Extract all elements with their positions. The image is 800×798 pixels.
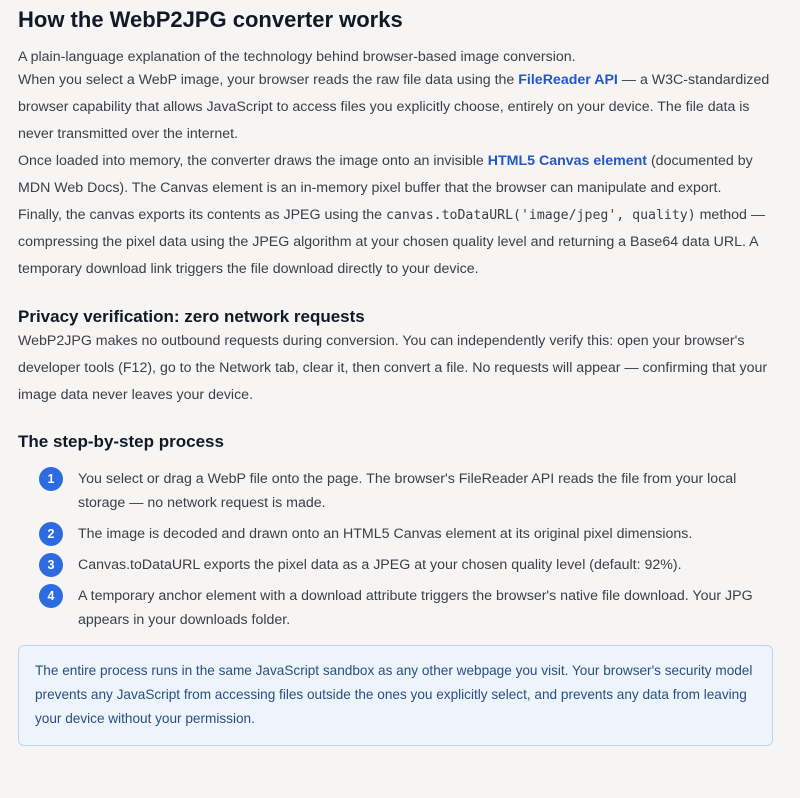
paragraph-text: Finally, the canvas exports its contents as JPEG using the: [18, 207, 387, 223]
paragraph-canvas: [18, 148, 782, 202]
step-number-badge: 2: [39, 522, 63, 546]
step-number-badge: 1: [39, 467, 63, 491]
paragraph-text: Once loaded into memory, the converter draws the image onto an invisible: [18, 153, 488, 169]
list-item: [18, 553, 782, 577]
step-text: A temporary anchor element with a download attribute triggers the browser's native file download. Your JPG appears in your downloads folder.: [78, 588, 753, 628]
page-subtitle: A plain-language explanation of the technology behind browser-based image conversion.: [18, 49, 576, 65]
list-item: [18, 467, 782, 515]
paragraph-text: (documented by MDN Web Docs). The Canvas element is an in-memory pixel buffer that the browser can manipulate and export.: [18, 153, 753, 196]
process-heading: The step-by-step process: [18, 432, 224, 451]
filereader-api-link[interactable]: FileReader API: [518, 72, 618, 88]
paragraph-export: [18, 202, 782, 283]
html5-canvas-link[interactable]: HTML5 Canvas element: [487, 153, 648, 169]
privacy-heading: Privacy verification: zero network requests: [18, 307, 365, 326]
paragraph-text: — a W3C-standardized browser capability that allows JavaScript to access files you explicitly choose, entirely on your device. The file data is never transmitted over the internet.: [18, 72, 770, 142]
list-item: [18, 584, 782, 632]
steps-list: [18, 467, 782, 632]
step-number-badge: 3: [39, 553, 63, 577]
list-item: [18, 522, 782, 546]
code-snippet: canvas.toDataURL('image/jpeg', quality): [386, 208, 696, 223]
page-title: How the WebP2JPG converter works: [18, 7, 403, 32]
info-callout: The entire process runs in the same JavaScript sandbox as any other webpage you visit. Your browser's security model prevents any JavaScript from accessing files outside the ones you explicitly select, and prevents any data from leaving your device without your permission.: [18, 645, 773, 746]
paragraph-text: method — compressing the pixel data using the JPEG algorithm at your chosen quality level and returning a Base64 data URL. A temporary download link triggers the file download directly to your device.: [18, 207, 766, 277]
paragraph-filereader: [18, 67, 782, 148]
paragraph-text: When you select a WebP image, your browser reads the raw file data using the: [18, 72, 519, 88]
step-text: Canvas.toDataURL exports the pixel data as a JPEG at your chosen quality level (default: 92%).: [78, 557, 682, 573]
step-text: You select or drag a WebP file onto the page. The browser's FileReader API reads the file from your local storage — no network request is made.: [78, 471, 737, 511]
step-number-badge: 4: [39, 584, 63, 608]
step-text: The image is decoded and drawn onto an HTML5 Canvas element at its original pixel dimensions.: [78, 526, 693, 542]
privacy-paragraph: WebP2JPG makes no outbound requests during conversion. You can independently verify this: open your browser's developer tools (F12), go to the Network tab, clear it, then convert a file. No requests will appear — confirming that your image data never leaves your device.: [18, 333, 768, 403]
